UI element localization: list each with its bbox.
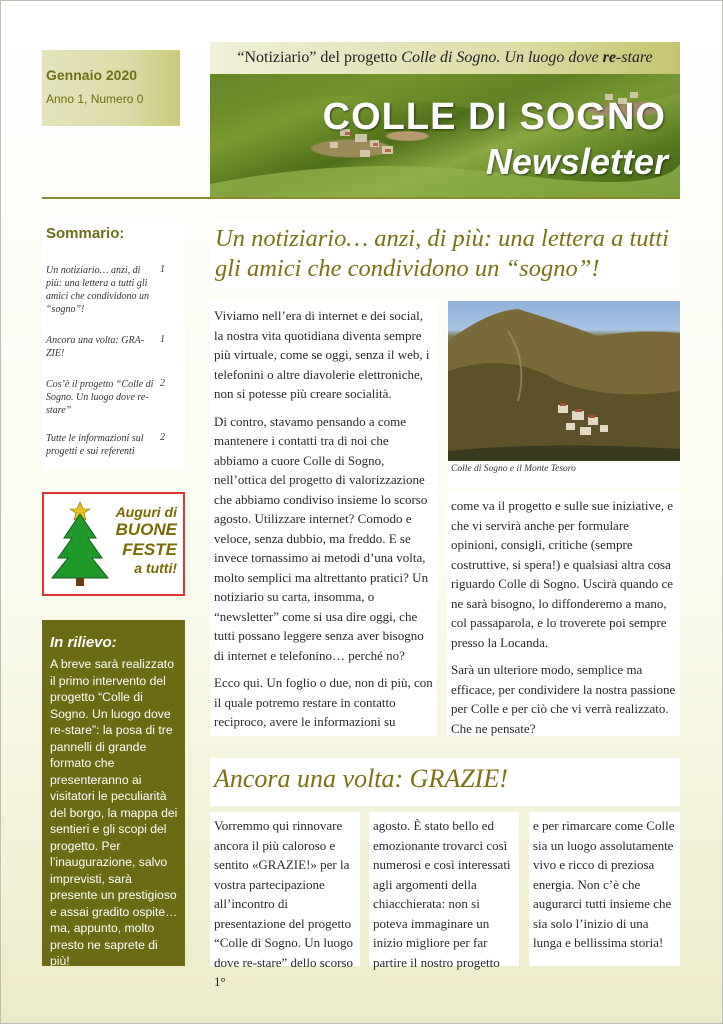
article-headline: Ancora una volta: GRAZIE!	[214, 764, 508, 793]
toc-item[interactable]: Un notiziario… anzi, di più: una lettera a tutti gli amici che condividono un “sogno”!	[46, 265, 150, 315]
toc-item[interactable]: Ancora una volta: GRA-ZIE!	[46, 335, 145, 359]
article-column-1	[210, 812, 360, 989]
issue-number: Anno 1, Numero 0	[46, 92, 144, 106]
toc-page-number: 1	[160, 264, 165, 275]
photo-figure	[447, 300, 680, 488]
article-headline-box	[210, 758, 680, 806]
tagline-bold: re	[602, 49, 616, 66]
article-paragraph: Ecco qui. Un foglio o due, non di più, con il quale potremo restare in contatto reciproco, avere le informazioni su	[214, 675, 433, 729]
article-paragraph: Sarà un ulteriore modo, semplice ma efficace, per condividere la nostra passione per Colle e per ciò che vi verrà realizzato. Che ne pensate?	[451, 662, 676, 736]
article-column-2	[369, 812, 519, 970]
mountain-image	[448, 301, 680, 461]
article-column-1	[210, 300, 437, 736]
issue-date-block	[42, 50, 180, 126]
tagline-pre: “Notiziario” del progetto	[237, 49, 402, 66]
tagline-italic: Colle di Sogno. Un luogo dove	[401, 49, 603, 66]
masthead-divider	[42, 197, 680, 199]
toc-item[interactable]: Tutte le informazioni sul progetti e sui referenti	[46, 433, 144, 457]
newsletter-title: COLLE DI SOGNO	[322, 96, 666, 138]
sommario-title: Sommario:	[46, 225, 125, 242]
tagline-post: -stare	[615, 49, 653, 66]
photo-caption: Colle di Sogno e il Monte Tesoro	[451, 464, 576, 474]
in-rilievo-body: A breve sarà realizzato il primo intervento del progetto “Colle di Sogno. Un luogo dove re-stare”: la posa di tre pannelli di grande formato che presenteranno ai visitatori le peculiarità del borgo, la mappa dei sentieri e gli scopi del progetto. Per l’inaugurazione, salvo imprevisti, sarà presente un prestigioso e assai gradito ospite… ma, appunto, molto presto ne saprete di più!	[50, 657, 178, 968]
article-paragraph: Vorremmo qui rinnovare ancora il più caloroso e sentito «GRAZIE!» per la vostra partecipazione all’incontro di presentazione del progetto “Colle di Sogno. Un luogo dove re-stare” dello scorso 1°	[214, 818, 354, 989]
holiday-greeting-box	[42, 492, 185, 596]
article-headline: Un notiziario… anzi, di più: una lettera a tutti gli amici che condividono un “sogno”!	[215, 225, 669, 282]
sommario-box	[42, 218, 185, 470]
toc-page-number: 2	[160, 432, 165, 443]
article-headline-box	[210, 220, 680, 288]
mountain-photo	[448, 301, 680, 461]
toc-page-number: 1	[160, 334, 165, 345]
article-paragraph: come va il progetto e sulle sue iniziative, e che vi servirà anche per formulare opinioni, consigli, critiche (sempre costruttive, si spera!) e qualsiasi altra cosa riguardo Colle di Sogno. Uscirà quando ce ne sarà bisogno, lo diffonderemo a mano, col passaparola, e lo troverete poi sempre presso la Locanda.	[451, 498, 674, 650]
in-rilievo-box	[42, 620, 185, 966]
masthead-banner-photo	[210, 74, 680, 198]
toc-item[interactable]: Cos’è il progetto “Colle di Sogno. Un luogo dove re-stare”	[46, 379, 154, 416]
article-column-3	[529, 812, 680, 966]
issue-date: Gennaio 2020	[46, 67, 138, 83]
masthead-tagline	[210, 42, 680, 74]
in-rilievo-title: In rilievo:	[50, 634, 117, 651]
newsletter-subtitle: Newsletter	[485, 141, 668, 182]
article-paragraph: Viviamo nell’era di internet e dei social, la nostra vita quotidiana diventa sempre più virtuale, come se oggi, senza il web, i telefonini o altre diavolerie elettroniche, non si potesse più creare socialità.	[214, 308, 430, 401]
article-paragraph: e per rimarcare come Colle sia un luogo assolutamente vivo e ricco di preziosa energia. Non c’è che augurarci tutti insieme che sia solo l’inizio di una lunga e bellissima storia!	[533, 818, 675, 950]
greeting-text: Auguri di BUONE FESTE a tutti!	[115, 504, 177, 576]
article-column-2	[447, 492, 680, 736]
toc-page-number: 2	[160, 378, 165, 389]
article-paragraph: Di contro, stavamo pensando a come mantenere i contatti tra di noi che abbiamo a cuore Colle di Sogno, nell’ottica del progetto di valorizzazione che abbiamo condiviso insieme lo scorso agosto. Utilizzare internet? Comodo e veloce, senza dubbio, ma freddo. E se invece tornassimo ai metodi d’una volta, molto semplici ma altrettanto pratici? Un notiziario su carta, insomma, o “newsletter” come si usa dire oggi, che tutti possano leggere senza aver bisogno di internet e telefonino… perché no?	[214, 413, 429, 663]
article-paragraph: agosto. È stato bello ed emozionante trovarci così numerosi e così interessati agli argomenti della chiacchierata: non si poteva immaginare un inizio migliore per far partire il nostro progetto	[373, 818, 511, 970]
